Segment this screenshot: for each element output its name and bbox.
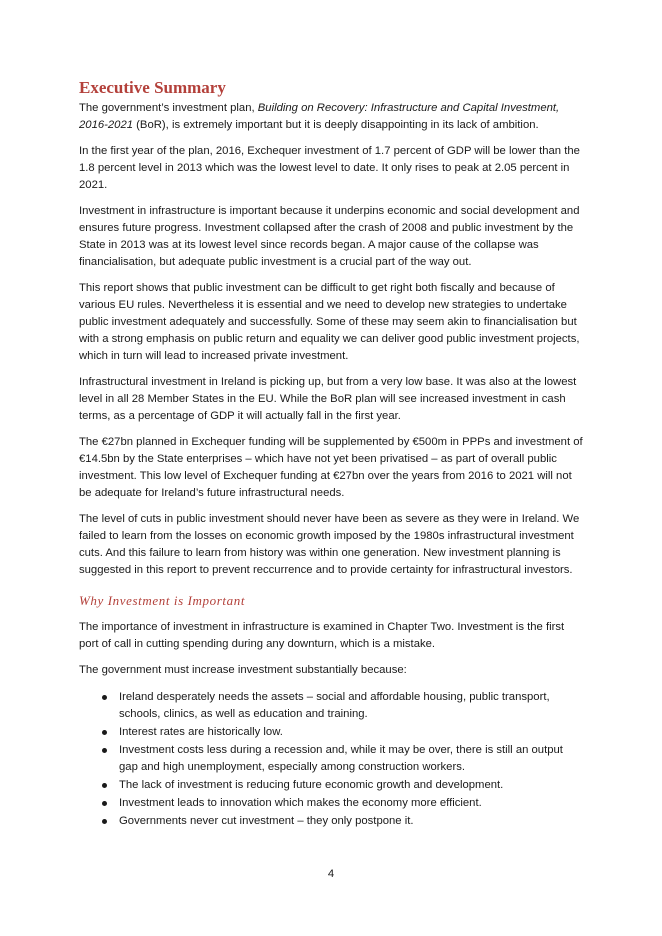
body-paragraph: In the first year of the plan, 2016, Exchequer investment of 1.7 percent of GDP will be lower than the 1.8 percent level in 2013 which was the lowest level to date. It only rises to peak at 2.05 percent in 2021. [79,145,580,191]
document-page [79,77,584,831]
intro-text-after: (BoR), is extremely important but it is deeply disappointing in its lack of ambition. [133,119,539,131]
bullet-text: Interest rates are historically low. [119,726,283,738]
intro-text-before: The government’s investment plan, [79,102,258,114]
body-paragraph: The importance of investment in infrastructure is examined in Chapter Two. Investment is the first port of call in cutting spending during any downturn, which is a mistake. [79,621,565,650]
bullet-icon [102,748,107,753]
body-paragraph: This report shows that public investment can be difficult to get right both fiscally and because of various EU rules. Nevertheless it is essential and we need to develop new strategies to undertake public investment adequately and successfully. Some of these may seem akin to financialisation but with a strong emphasis on public return and equality we can deliver good public investment projects, which in turn will lead to increased private investment. [79,282,580,362]
body-paragraph: The government must increase investment substantially because: [79,664,407,676]
bullet-text: Investment costs less during a recession and, while it may be over, there is still an output gap and high unemployment, especially among construction workers. [119,744,563,773]
bullet-icon [102,695,107,700]
bullet-item [79,689,584,723]
bullet-item [79,742,584,776]
bullet-item [79,795,584,812]
bullet-list [79,689,584,830]
bullet-item [79,724,584,741]
bullet-text: The lack of investment is reducing future economic growth and development. [119,779,504,791]
plan-title: Building on Recovery: Infrastructure and Capital Investment, 2016-2021 [79,102,560,131]
bullet-icon [102,801,107,806]
bullet-icon [102,730,107,735]
body-paragraph: The €27bn planned in Exchequer funding will be supplemented by €500m in PPPs and investment of €14.5bn by the State enterprises – which have not yet been privatised – as part of overall public investment. This low level of Exchequer funding at €27bn over the years from 2016 to 2021 will not be adequate for Ireland’s future infrastructural needs. [79,436,583,499]
section-heading: Executive Summary [79,78,226,97]
bullet-text: Ireland desperately needs the assets – social and affordable housing, public transport, schools, clinics, as well as education and training. [119,691,550,720]
bullet-item [79,777,584,794]
subsection-heading: Why Investment is Important [79,593,246,608]
bullet-text: Investment leads to innovation which makes the economy more efficient. [119,797,482,809]
body-paragraph: The level of cuts in public investment should never have been as severe as they were in Ireland. We failed to learn from the losses on economic growth imposed by the 1980s infrastructural investment cuts. And this failure to learn from history was within one generation. New investment planning is suggested in this report to prevent reccurrence and to provide certainty for infrastructural investors. [79,513,580,576]
bullet-text: Governments never cut investment – they only postpone it. [119,815,414,827]
bullet-icon [102,819,107,824]
body-paragraph: Infrastructural investment in Ireland is picking up, but from a very low base. It was also at the lowest level in all 28 Member States in the EU. While the BoR plan will see increased investment in cash terms, as a percentage of GDP it will actually fall in the first year. [79,376,577,422]
page-number: 4 [327,868,335,880]
body-paragraph: Investment in infrastructure is important because it underpins economic and social development and ensures future progress. Investment collapsed after the crash of 2008 and public investment by the State in 2013 was at its lowest level since records began. A major cause of the collapse was financialisation, but adequate public investment is a crucial part of the way out. [79,205,580,268]
bullet-item [79,813,584,830]
bullet-icon [102,783,107,788]
intro-paragraph [79,100,584,134]
